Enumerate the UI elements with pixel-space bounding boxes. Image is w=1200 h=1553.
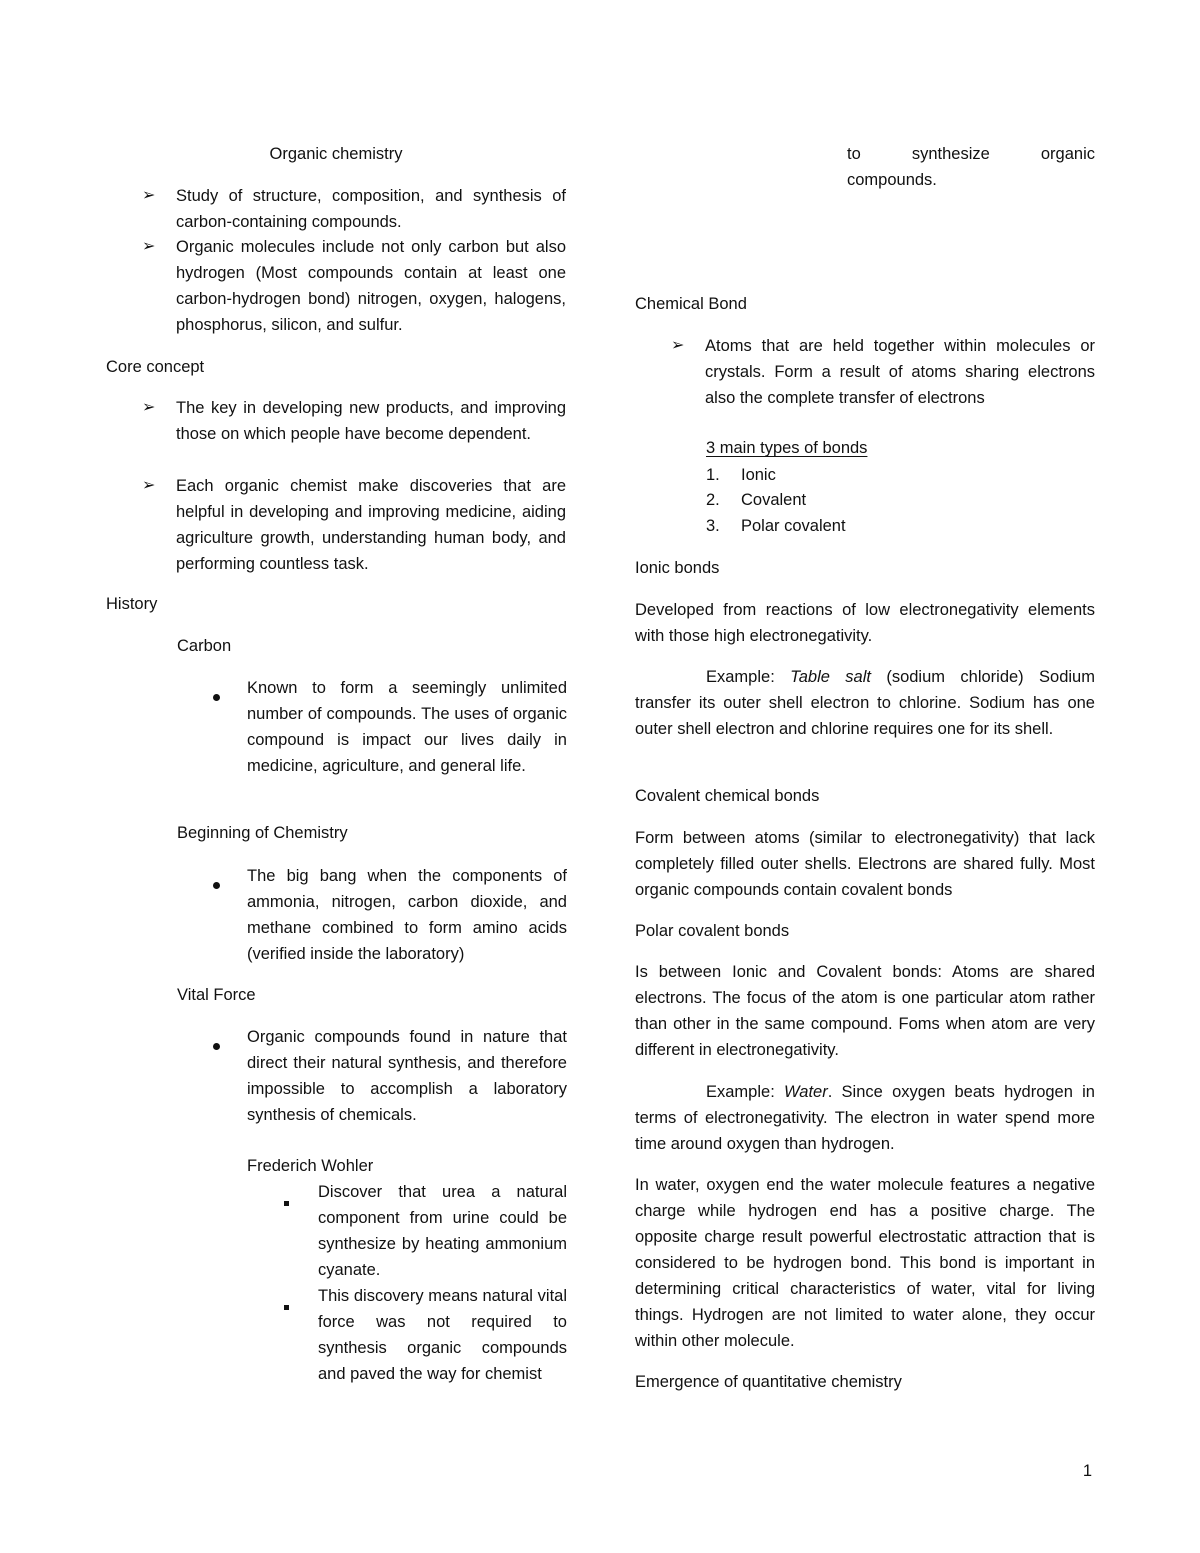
history-heading: History (106, 595, 158, 613)
document-title: Organic chemistry (269, 145, 403, 163)
covalent-paragraph: Form between atoms (similar to electronegativity) that lack completely filled outer shells. Electrons are shared fully. Most organic compounds contain covalent bonds (635, 829, 1095, 899)
dot-bullet-icon (213, 1033, 233, 1059)
beginning-bullet: The big bang when the components of ammonia, nitrogen, carbon dioxide, and methane combined to form amino acids (verified inside the laboratory) (177, 863, 567, 967)
chemical-bond-heading: Chemical Bond (635, 295, 747, 313)
dot-bullet-icon (213, 872, 233, 898)
arrow-bullet-icon: ➢ (671, 337, 685, 354)
wohler-heading: Frederich Wohler (247, 1157, 374, 1175)
arrow-bullet-icon: ➢ (142, 477, 156, 494)
arrow-bullet-icon: ➢ (142, 238, 156, 255)
ionic-example-paragraph: Example: Table salt (sodium chloride) Sodium transfer its outer shell electron to chlorine. Sodium has one outer shell electron and chlorine requires one for its shell. (635, 668, 1095, 738)
intro-bullet-1: ➢ Study of structure, composition, and synthesis of carbon-containing compounds. (106, 183, 566, 235)
carbon-heading: Carbon (177, 637, 232, 655)
emergence-heading: Emergence of quantitative chemistry (635, 1373, 902, 1391)
core-bullet-2: ➢ Each organic chemist make discoveries that are helpful in developing and improving medicine, aiding agriculture growth, understanding human body, and performing countless task. (106, 473, 566, 577)
bond-type-item: 3. Polar covalent (706, 517, 846, 535)
chemical-bond-bullet: ➢ Atoms that are held together within molecules or crystals. Form a result of atoms sharing electrons also the complete transfer of electrons (635, 333, 1095, 411)
core-concept-heading: Core concept (106, 358, 205, 376)
square-bullet-icon (284, 1293, 304, 1319)
polar-heading: Polar covalent bonds (635, 922, 790, 940)
bond-type-item: 2. Covalent (706, 491, 807, 509)
bond-type-item: 1. Ionic (706, 466, 776, 484)
arrow-bullet-icon: ➢ (142, 399, 156, 416)
polar-paragraph: Is between Ionic and Covalent bonds: Atoms are shared electrons. The focus of the atom is one particular atom rather than other in the same compound. Foms when atom are very different in electronegativity. (635, 963, 1095, 1059)
water-paragraph: In water, oxygen end the water molecule features a negative charge while hydrogen end has a positive charge. The opposite charge result powerful electrostatic attraction that is considered to be hydrogen bond. This bond is important in determining critical characteristics of water, vital for living things. Hydrogen are not limited to water alone, they occur within other molecule. (635, 1176, 1095, 1350)
intro-bullet-2: ➢ Organic molecules include not only carbon but also hydrogen (Most compounds contain at least one carbon-hydrogen bond) nitrogen, oxygen, halogens, phosphorus, silicon, and sulfur. (106, 234, 566, 338)
ionic-heading: Ionic bonds (635, 559, 720, 577)
water-example-paragraph: Example: Water. Since oxygen beats hydrogen in terms of electronegativity. The electron in water spend more time around oxygen than hydrogen. (635, 1083, 1095, 1153)
dot-bullet-icon (213, 684, 233, 710)
vital-force-heading: Vital Force (177, 986, 256, 1004)
core-bullet-1: ➢ The key in developing new products, and improving those on which people have become dependent. (106, 395, 566, 447)
page-number: 1 (1082, 1462, 1092, 1480)
square-bullet-icon (284, 1189, 304, 1215)
vital-force-bullet: Organic compounds found in nature that direct their natural synthesis, and therefore impossible to accomplish a laboratory synthesis of chemicals. (177, 1024, 567, 1128)
covalent-heading: Covalent chemical bonds (635, 787, 820, 805)
wohler-bullet-1: Discover that urea a natural component from urine could be synthesize by heating ammonium cyanate. (247, 1179, 567, 1283)
arrow-bullet-icon: ➢ (142, 187, 156, 204)
ionic-paragraph: Developed from reactions of low electronegativity elements with those high electronegativity. (635, 601, 1095, 645)
carbon-bullet: Known to form a seemingly unlimited number of compounds. The uses of organic compound is impact our lives daily in medicine, agriculture, and general life. (177, 675, 567, 779)
bond-types-heading: 3 main types of bonds (706, 439, 868, 457)
beginning-heading: Beginning of Chemistry (177, 824, 348, 842)
wohler-bullet-2: This discovery means natural vital force was not required to synthesis organic compounds and paved the way for chemist (247, 1283, 567, 1387)
continuation-text: to synthesize organic compounds. (847, 145, 1095, 189)
